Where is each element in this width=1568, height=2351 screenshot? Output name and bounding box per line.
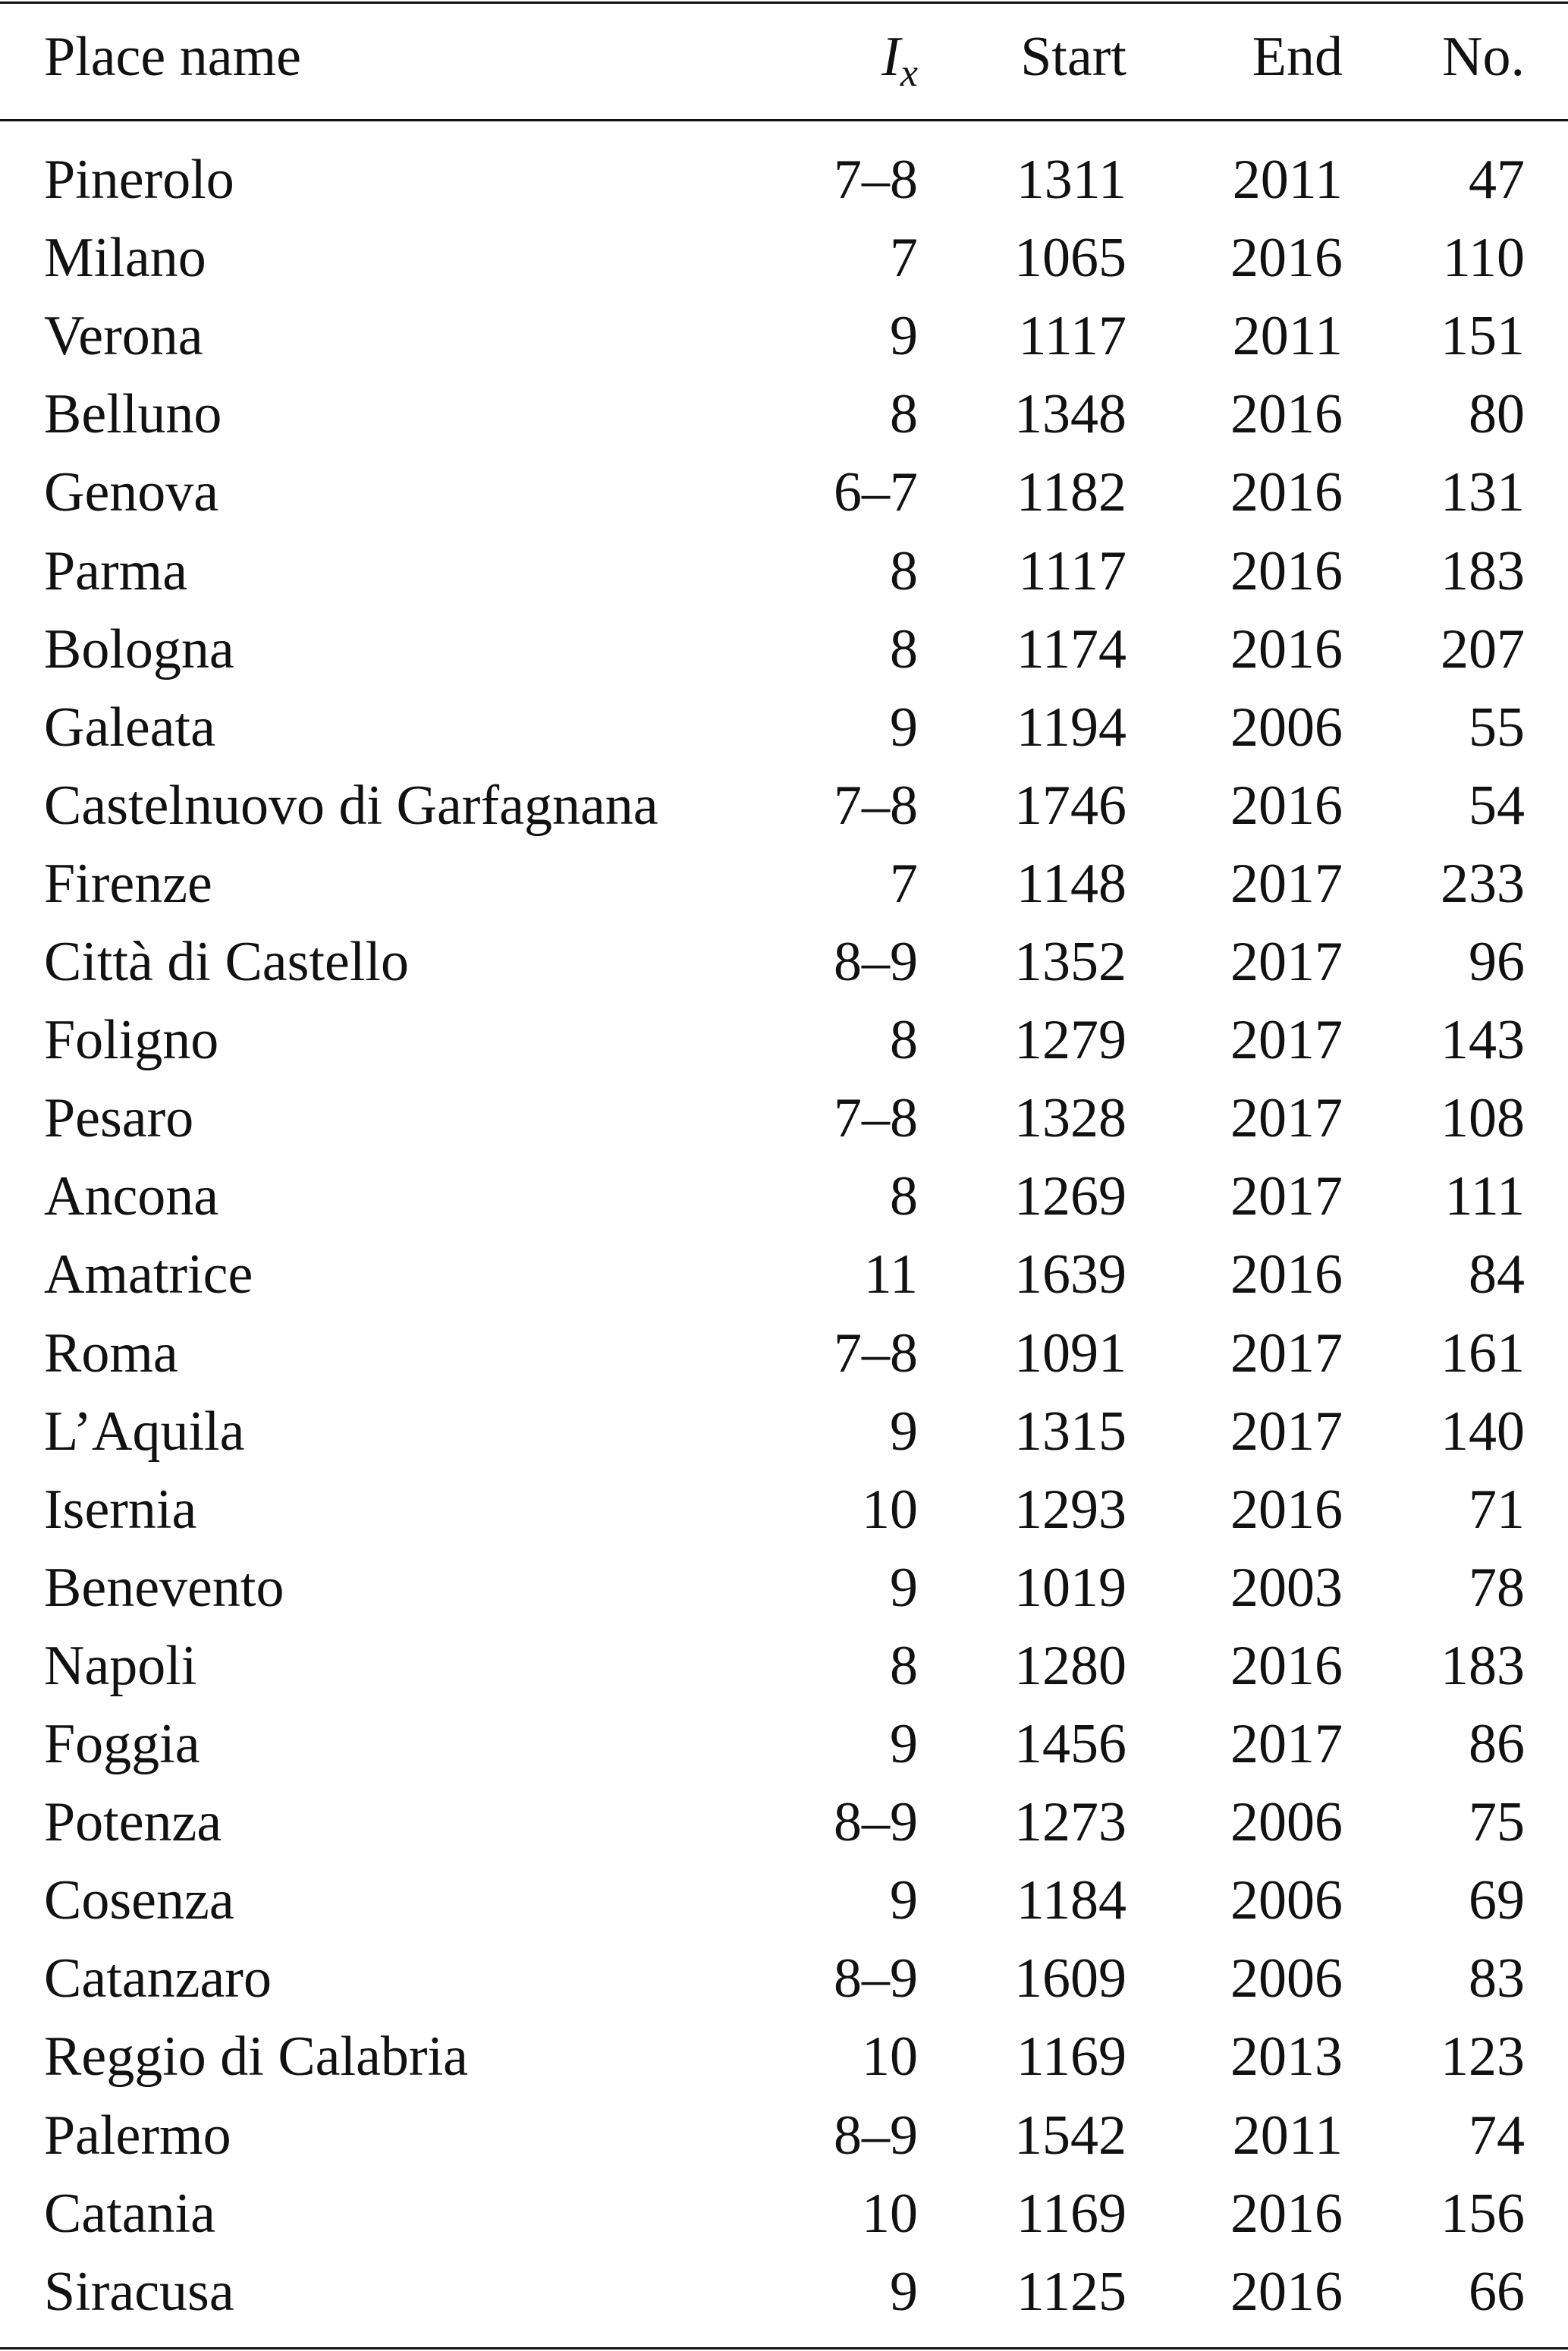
table-row [0,1862,1568,1940]
table-row [0,1315,1568,1393]
table-row [0,845,1568,923]
table-row [0,376,1568,454]
cell-place: Castelnuovo di Garfagnana [44,775,658,837]
cell-number: 96 [1469,931,1525,993]
cell-place: Amatrice [44,1243,253,1306]
cell-start: 1746 [1014,775,1127,837]
table-row [0,297,1568,376]
table-row [0,1940,1568,2018]
cell-start: 1293 [1014,1479,1127,1541]
cell-place: Foggia [44,1713,200,1775]
cell-number: 74 [1469,2104,1525,2167]
cell-number: 131 [1441,461,1525,523]
cell-end: 2017 [1230,1400,1343,1463]
table-row [0,767,1568,845]
cell-number: 71 [1469,1479,1525,1541]
cell-end: 2016 [1230,2261,1343,2323]
cell-place: Galeata [44,696,215,759]
cell-end: 2017 [1230,1165,1343,1227]
header-place-name: Place name [44,26,301,88]
table-row [0,141,1568,219]
cell-end: 2011 [1232,305,1343,367]
cell-end: 2017 [1230,1009,1343,1071]
table-top-rule [0,2,1568,4]
cell-start: 1091 [1014,1322,1127,1385]
cell-start: 1609 [1014,1947,1127,2010]
table-row [0,2175,1568,2253]
cell-intensity: 9 [890,305,918,367]
cell-start: 1182 [1016,461,1127,523]
cell-intensity: 9 [890,696,918,759]
cell-end: 2016 [1230,618,1343,680]
cell-end: 2006 [1230,1869,1343,1931]
cell-number: 83 [1469,1947,1525,2010]
cell-start: 1542 [1014,2104,1127,2167]
table-row [0,219,1568,297]
cell-intensity: 8 [890,383,918,445]
cell-start: 1169 [1016,2026,1127,2088]
cell-intensity: 7–8 [834,149,918,211]
cell-number: 110 [1442,227,1525,289]
cell-intensity: 10 [862,2026,918,2088]
cell-start: 1269 [1014,1165,1127,1227]
cell-intensity: 7–8 [834,1322,918,1385]
cell-intensity: 9 [890,1869,918,1931]
cell-number: 47 [1469,149,1525,211]
cell-intensity: 8–9 [834,1947,918,2010]
cell-place: Cosenza [44,1869,234,1931]
cell-end: 2017 [1230,1087,1343,1149]
cell-start: 1328 [1014,1087,1127,1149]
cell-number: 54 [1469,775,1525,837]
cell-intensity: 8–9 [834,931,918,993]
cell-start: 1125 [1016,2261,1127,2323]
header-number: No. [1442,26,1525,88]
cell-end: 2016 [1230,461,1343,523]
cell-end: 2011 [1232,149,1343,211]
cell-intensity: 6–7 [834,461,918,523]
table-row [0,611,1568,689]
table-row [0,1549,1568,1627]
table-row [0,1158,1568,1236]
cell-number: 156 [1441,2183,1525,2245]
cell-intensity: 8 [890,540,918,602]
cell-start: 1639 [1014,1243,1127,1306]
cell-place: Verona [44,305,203,367]
cell-end: 2017 [1230,853,1343,915]
cell-place: Ancona [44,1165,219,1227]
cell-end: 2016 [1230,227,1343,289]
header-end: End [1252,26,1343,88]
cell-intensity: 8 [890,1635,918,1697]
cell-place: Siracusa [44,2261,234,2323]
cell-start: 1348 [1014,383,1127,445]
table-row [0,1627,1568,1705]
cell-place: Città di Castello [44,931,409,993]
cell-place: Genova [44,461,219,523]
cell-intensity: 8 [890,1009,918,1071]
table-row [0,689,1568,767]
cell-number: 86 [1469,1713,1525,1775]
cell-start: 1280 [1014,1635,1127,1697]
cell-start: 1194 [1016,696,1127,759]
header-start: Start [1020,26,1127,88]
header-intensity-symbol: I [881,26,900,88]
cell-place: Benevento [44,1557,284,1619]
cell-place: Potenza [44,1791,222,1853]
cell-end: 2003 [1230,1557,1343,1619]
table-bottom-rule [0,2347,1568,2349]
cell-end: 2016 [1230,2183,1343,2245]
table-row [0,454,1568,532]
cell-number: 55 [1469,696,1525,759]
cell-number: 183 [1441,1635,1525,1697]
cell-place: Foligno [44,1009,219,1071]
cell-start: 1174 [1016,618,1127,680]
cell-start: 1117 [1018,305,1127,367]
table-row [0,1080,1568,1158]
cell-place: Catania [44,2183,216,2245]
cell-number: 140 [1441,1400,1525,1463]
cell-number: 66 [1469,2261,1525,2323]
cell-place: Milano [44,227,206,289]
cell-intensity: 9 [890,1713,918,1775]
table-row [0,1001,1568,1080]
cell-start: 1311 [1016,149,1127,211]
cell-place: Bologna [44,618,234,680]
cell-end: 2016 [1230,383,1343,445]
cell-intensity: 7 [890,227,918,289]
cell-end: 2011 [1232,2104,1343,2167]
cell-intensity: 9 [890,1400,918,1463]
table-row [0,533,1568,611]
cell-number: 108 [1441,1087,1525,1149]
cell-intensity: 8–9 [834,2104,918,2167]
cell-intensity: 8 [890,1165,918,1227]
cell-place: Roma [44,1322,178,1385]
table-row [0,923,1568,1001]
table-header-row [0,18,1568,96]
cell-number: 207 [1441,618,1525,680]
cell-end: 2017 [1230,1713,1343,1775]
table-row [0,1784,1568,1862]
cell-start: 1315 [1014,1400,1127,1463]
cell-intensity: 7 [890,853,918,915]
header-intensity-subscript: x [900,52,918,95]
cell-intensity: 8–9 [834,1791,918,1853]
cell-start: 1456 [1014,1713,1127,1775]
cell-start: 1065 [1014,227,1127,289]
table-row [0,1471,1568,1549]
table-row [0,1393,1568,1471]
cell-start: 1019 [1014,1557,1127,1619]
cell-intensity: 10 [862,2183,918,2245]
cell-intensity: 7–8 [834,775,918,837]
cell-place: Isernia [44,1479,197,1541]
cell-end: 2016 [1230,540,1343,602]
cell-intensity: 9 [890,1557,918,1619]
cell-place: Firenze [44,853,212,915]
cell-intensity: 9 [890,2261,918,2323]
cell-number: 78 [1469,1557,1525,1619]
cell-start: 1117 [1018,540,1127,602]
table-row [0,2097,1568,2175]
cell-number: 80 [1469,383,1525,445]
cell-start: 1352 [1014,931,1127,993]
cell-place: Palermo [44,2104,231,2167]
cell-end: 2006 [1230,696,1343,759]
cell-start: 1184 [1016,1869,1127,1931]
cell-place: Catanzaro [44,1947,272,2010]
cell-end: 2017 [1230,931,1343,993]
cell-place: Belluno [44,383,222,445]
cell-intensity: 10 [862,1479,918,1541]
cell-start: 1279 [1014,1009,1127,1071]
cell-place: Reggio di Calabria [44,2026,468,2088]
cell-intensity: 11 [863,1243,918,1306]
cell-number: 69 [1469,1869,1525,1931]
cell-number: 123 [1441,2026,1525,2088]
cell-end: 2016 [1230,775,1343,837]
table-row [0,1236,1568,1314]
cell-end: 2006 [1230,1947,1343,2010]
cell-place: L’Aquila [44,1400,245,1463]
cell-number: 161 [1441,1322,1525,1385]
cell-place: Pinerolo [44,149,234,211]
cell-end: 2016 [1230,1243,1343,1306]
table-row [0,2018,1568,2096]
cell-start: 1169 [1016,2183,1127,2245]
cell-number: 143 [1441,1009,1525,1071]
cell-intensity: 7–8 [834,1087,918,1149]
cell-end: 2016 [1230,1479,1343,1541]
cell-end: 2013 [1230,2026,1343,2088]
cell-number: 183 [1441,540,1525,602]
header-intensity [759,18,918,96]
table-header-rule [0,119,1568,121]
cell-start: 1148 [1016,853,1127,915]
table-row [0,2253,1568,2331]
cell-place: Pesaro [44,1087,194,1149]
cell-place: Parma [44,540,188,602]
table-row [0,1705,1568,1784]
cell-end: 2017 [1230,1322,1343,1385]
cell-number: 111 [1444,1165,1525,1227]
cell-end: 2016 [1230,1635,1343,1697]
cell-number: 75 [1469,1791,1525,1853]
cell-number: 151 [1441,305,1525,367]
cell-start: 1273 [1014,1791,1127,1853]
cell-number: 233 [1441,853,1525,915]
cell-end: 2006 [1230,1791,1343,1853]
cell-place: Napoli [44,1635,197,1697]
cell-intensity: 8 [890,618,918,680]
cell-number: 84 [1469,1243,1525,1306]
